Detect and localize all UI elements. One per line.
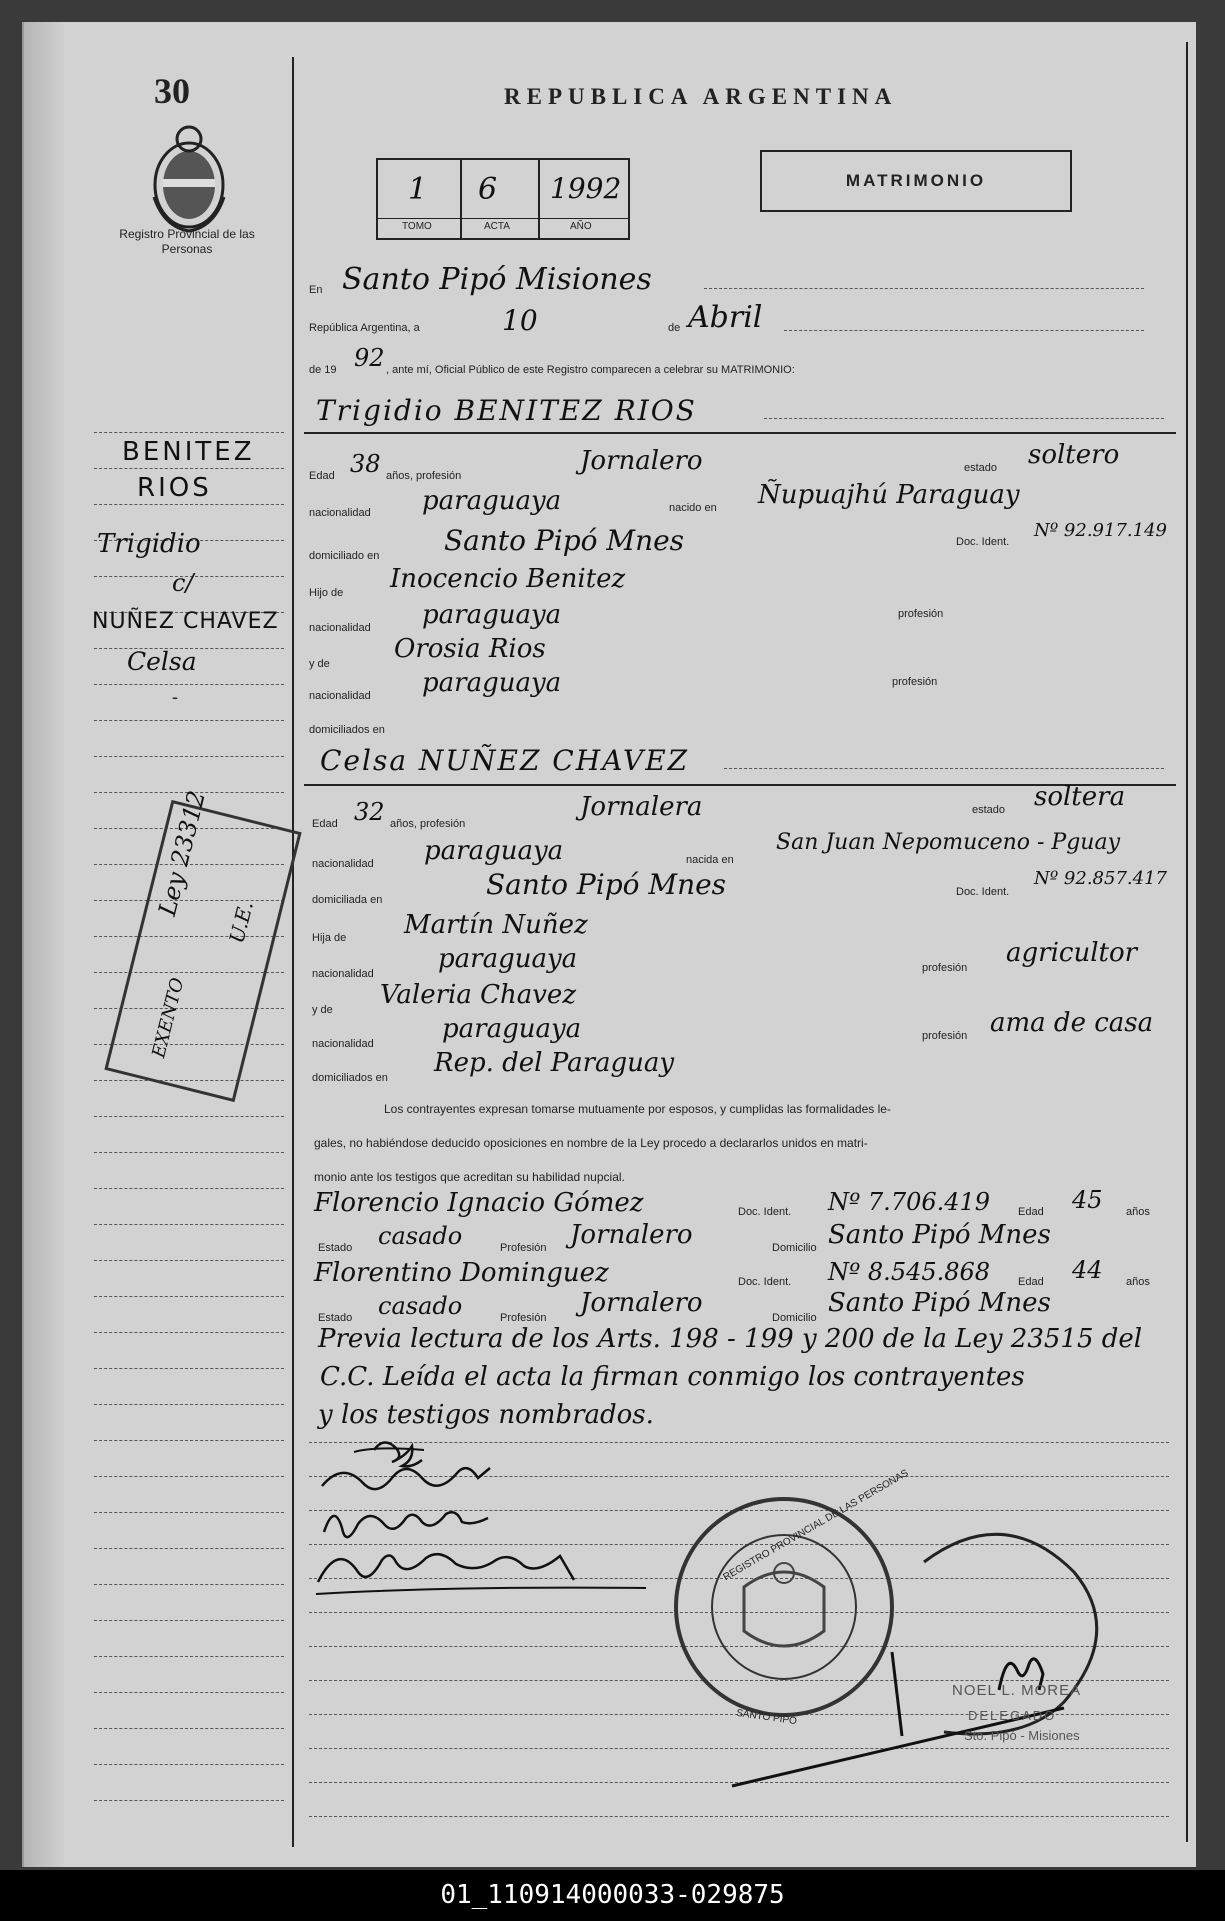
official-seal-text: REGISTRO PROVINCIAL DE LAS PERSONAS	[721, 1467, 911, 1584]
en-label: En	[309, 284, 323, 296]
groom-edad-label: Edad	[309, 470, 335, 482]
witness-2-domicilio: Santo Pipó Mnes	[828, 1288, 1051, 1318]
page-binding-shadow	[24, 22, 64, 1867]
margin-rule	[94, 1224, 284, 1225]
witness-1-doc: Nº 7.706.419	[828, 1188, 991, 1216]
margin-rule	[94, 1800, 284, 1801]
witness-1-domicilio-label: Domicilio	[772, 1242, 817, 1254]
bride-madre-nac: paraguaya	[442, 1014, 582, 1044]
bride-nacionalidad-label: nacionalidad	[312, 858, 374, 870]
margin-rule	[94, 1764, 284, 1765]
groom-anos-prof-label: años, profesión	[386, 470, 462, 482]
groom-nacionalidad: paraguaya	[422, 486, 562, 516]
main-rule	[309, 1816, 1169, 1817]
witness-2-anos-label: años	[1126, 1276, 1150, 1288]
bride-estado-label: estado	[972, 804, 1006, 816]
margin-rule	[94, 684, 284, 685]
tomo-label: TOMO	[402, 221, 432, 232]
margin-rule	[94, 1116, 284, 1117]
officer-title: DELEGADO	[968, 1708, 1057, 1723]
bride-profesion: Jornalera	[580, 792, 703, 822]
bride-nacida: San Juan Nepomuceno - Pguay	[776, 830, 1121, 855]
bride-full-name: Celsa NUÑEZ CHAVEZ	[320, 744, 690, 777]
groom-nacido-label: nacido en	[669, 502, 717, 514]
groom-padre-prof-label: profesión	[898, 608, 944, 620]
closing-line-2: C.C. Leída el acta la firman conmigo los contrayentes	[320, 1362, 1025, 1392]
de-label: de	[668, 322, 681, 334]
margin-rule	[94, 1584, 284, 1585]
bride-madre-nac-label: nacionalidad	[312, 1038, 374, 1050]
coat-of-arms-emblem	[144, 117, 234, 237]
matrimonio-box	[760, 150, 1072, 212]
intro-month: Abril	[688, 300, 763, 335]
witness-2-doc-label: Doc. Ident.	[738, 1276, 792, 1288]
bride-hija-label: Hija de	[312, 932, 347, 944]
acta-label: ACTA	[484, 221, 510, 232]
groom-madre: Orosia Rios	[394, 634, 546, 664]
groom-madre-prof-label: profesión	[892, 676, 938, 688]
groom-madre-nac: paraguaya	[422, 668, 562, 698]
margin-rule	[94, 1188, 284, 1189]
bride-domiciliada-label: domiciliada en	[312, 894, 383, 906]
bride-padre-nac-label: nacionalidad	[312, 968, 374, 980]
registry-label: Registro Provincial de las Personas	[119, 227, 255, 256]
witness-1-edad: 45	[1072, 1186, 1103, 1214]
groom-yde-label: y de	[309, 658, 330, 670]
ano-value: 1992	[550, 172, 622, 205]
register-page	[22, 22, 1196, 1867]
margin-rule	[94, 1548, 284, 1549]
bride-doc-label: Doc. Ident.	[956, 886, 1010, 898]
margin-rule	[94, 1368, 284, 1369]
bride-yde-label: y de	[312, 1004, 333, 1016]
margin-given-name-1: Trigidio	[97, 529, 201, 559]
officer-signature	[724, 1502, 1144, 1802]
exemption-stamp	[104, 787, 301, 1102]
exemption-stamp-initials: U.E.	[224, 898, 258, 946]
bride-madre-prof: ama de casa	[990, 1008, 1154, 1038]
margin-conjunction: c/	[172, 569, 194, 597]
witness-1-name: Florencio Ignacio Gómez	[314, 1188, 644, 1218]
margin-rule	[94, 1728, 284, 1729]
bride-padres-dom: Rep. del Paraguay	[434, 1048, 675, 1078]
officer-name: NOEL L. MOREA	[952, 1682, 1082, 1699]
bride-edad-label: Edad	[312, 818, 338, 830]
margin-rule	[94, 1440, 284, 1441]
groom-nacionalidad-label: nacionalidad	[309, 507, 371, 519]
witness-1-profesion-label: Profesión	[500, 1242, 547, 1254]
witness-2-doc: Nº 8.545.868	[828, 1258, 991, 1286]
republica-label: República Argentina, a	[309, 322, 420, 334]
groom-estado: soltero	[1028, 440, 1120, 470]
bride-padre: Martín Nuñez	[404, 910, 588, 940]
margin-surname-3: NUÑEZ CHAVEZ	[92, 609, 279, 634]
margin-rule	[94, 1512, 284, 1513]
witness-2-estado-label: Estado	[318, 1312, 353, 1324]
margin-rule	[94, 1296, 284, 1297]
groom-domiciliado-label: domiciliado en	[309, 550, 380, 562]
margin-rule	[94, 468, 284, 469]
closing-line-1: Previa lectura de los Arts. 198 - 199 y 200 de la Ley 23515 del	[318, 1324, 1143, 1354]
groom-domiciliados-label: domiciliados en	[309, 724, 385, 736]
groom-padre: Inocencio Benitez	[390, 564, 626, 594]
record-number-table	[376, 158, 630, 240]
groom-doc-label: Doc. Ident.	[956, 536, 1010, 548]
groom-padre-nac: paraguaya	[422, 600, 562, 630]
officer-place: Sto. Pipó - Misiones	[964, 1728, 1080, 1743]
witness-2-estado: casado	[378, 1292, 463, 1320]
bride-estado: soltera	[1034, 782, 1126, 812]
year-prefix-label: de 19	[309, 364, 337, 376]
official-seal-place: SANTO PIPÓ	[735, 1707, 798, 1728]
margin-rule	[94, 720, 284, 721]
header-title: REPUBLICA ARGENTINA	[504, 84, 898, 109]
margin-rule	[94, 1260, 284, 1261]
witness-1-estado: casado	[378, 1222, 463, 1250]
witness-2-name: Florentino Dominguez	[314, 1258, 609, 1288]
closing-line-3: y los testigos nombrados.	[318, 1400, 654, 1430]
margin-rule	[94, 756, 284, 757]
main-column-divider	[292, 57, 294, 1847]
witness-1-anos-label: años	[1126, 1206, 1150, 1218]
witness-1-profesion: Jornalero	[570, 1220, 693, 1250]
margin-rule	[94, 1620, 284, 1621]
groom-nacido: Ñupuajhú Paraguay	[758, 480, 1020, 510]
declaration-line-2: gales, no habiéndose deducido oposiciones en nombre de la Ley procedo a declararlos unidos en matri-	[314, 1136, 868, 1150]
matrimonio-label: MATRIMONIO	[845, 171, 987, 190]
margin-rule	[94, 1476, 284, 1477]
bride-madre: Valeria Chavez	[380, 980, 577, 1010]
witness-2-profesion-label: Profesión	[500, 1312, 547, 1324]
margin-rule	[94, 432, 284, 433]
groom-profesion: Jornalero	[580, 446, 703, 476]
witness-1-edad-label: Edad	[1018, 1206, 1044, 1218]
bride-nacida-label: nacida en	[686, 854, 734, 866]
groom-padre-nac-label: nacionalidad	[309, 622, 371, 634]
exemption-stamp-exento: EXENTO	[148, 975, 189, 1060]
declaration-line-3: monio ante los testigos que acreditan su habilidad nupcial.	[314, 1170, 625, 1184]
margin-surname-2: RIOS	[137, 473, 212, 503]
bride-doc: Nº 92.857.417	[1034, 868, 1167, 889]
groom-domicilio: Santo Pipó Mnes	[444, 524, 685, 557]
intro-day: 10	[502, 304, 538, 337]
margin-surname-1: BENITEZ	[122, 437, 255, 467]
margin-rule	[94, 504, 284, 505]
witness-1-domicilio: Santo Pipó Mnes	[828, 1220, 1051, 1250]
bride-madre-prof-label: profesión	[922, 1030, 968, 1042]
witness-2-edad: 44	[1072, 1256, 1103, 1284]
tomo-value: 1	[408, 172, 428, 207]
witness-1-doc-label: Doc. Ident.	[738, 1206, 792, 1218]
declaration-line-1: Los contrayentes expresan tomarse mutuamente por esposos, y cumplidas las formalidades le-	[384, 1102, 891, 1116]
witness-2-edad-label: Edad	[1018, 1276, 1044, 1288]
bride-padre-prof: agricultor	[1006, 938, 1138, 968]
intro-statement: , ante mí, Oficial Público de este Registro comparecen a celebrar su MATRIMONIO:	[386, 364, 795, 376]
bride-anos-prof-label: años, profesión	[390, 818, 466, 830]
bride-padre-prof-label: profesión	[922, 962, 968, 974]
page-number: 30	[154, 71, 190, 111]
margin-dash: -	[172, 687, 178, 707]
exemption-stamp-law: Ley 23312	[153, 787, 212, 919]
margin-given-name-2: Celsa	[127, 647, 197, 676]
margin-rule	[94, 1656, 284, 1657]
margin-rule	[94, 1404, 284, 1405]
groom-separator-top	[304, 432, 1176, 434]
ano-label: AÑO	[570, 221, 592, 232]
witness-2-domicilio-label: Domicilio	[772, 1312, 817, 1324]
groom-full-name: Trigidio BENITEZ RIOS	[316, 394, 697, 427]
intro-place: Santo Pipó Misiones	[342, 262, 652, 297]
right-page-edge	[1186, 42, 1188, 1842]
groom-madre-nac-label: nacionalidad	[309, 690, 371, 702]
groom-doc: Nº 92.917.149	[1034, 520, 1167, 541]
bride-domiciliados-label: domiciliados en	[312, 1072, 388, 1084]
bride-nacionalidad: paraguaya	[424, 836, 564, 866]
bride-padre-nac: paraguaya	[438, 944, 578, 974]
groom-estado-label: estado	[964, 462, 998, 474]
margin-rule	[94, 1152, 284, 1153]
image-caption-bar: 01_110914000033-029875	[0, 1870, 1225, 1921]
witness-2-profesion: Jornalero	[580, 1288, 703, 1318]
acta-value: 6	[478, 172, 498, 207]
bride-domicilio: Santo Pipó Mnes	[486, 868, 727, 901]
groom-hijo-label: Hijo de	[309, 587, 344, 599]
margin-rule	[94, 1692, 284, 1693]
signatures	[314, 1432, 714, 1642]
intro-year: 92	[354, 344, 385, 372]
margin-rule	[94, 1332, 284, 1333]
bride-edad: 32	[354, 798, 385, 826]
groom-edad: 38	[350, 450, 381, 478]
witness-1-estado-label: Estado	[318, 1242, 353, 1254]
